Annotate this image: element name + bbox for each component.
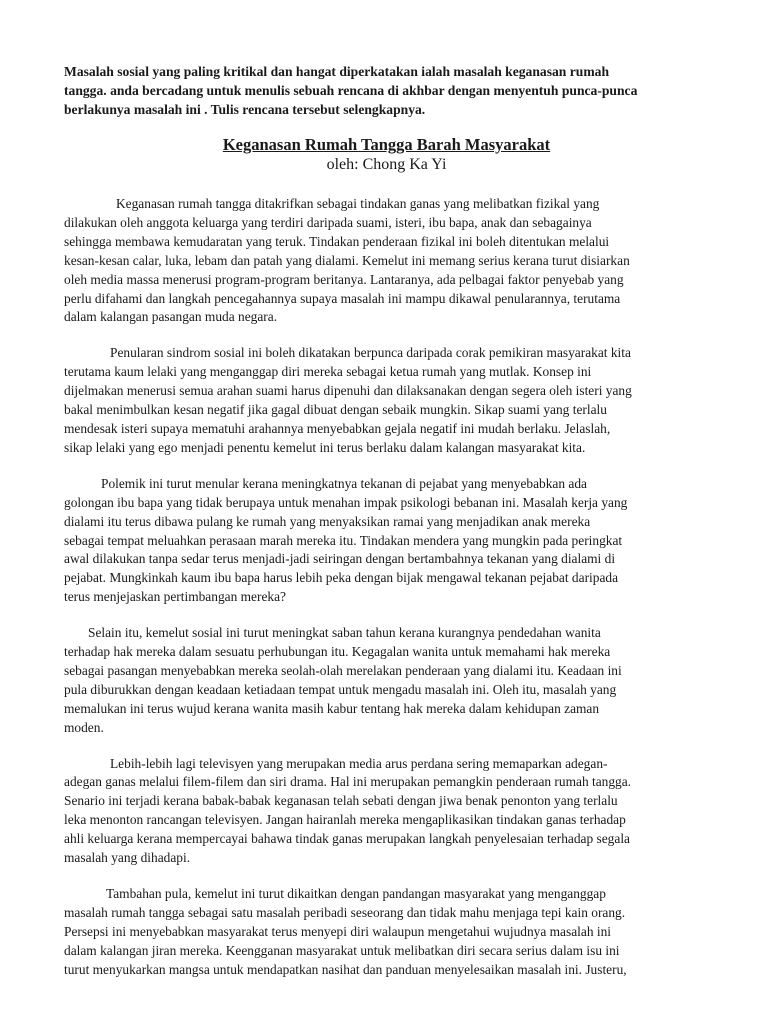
article-byline: oleh: Chong Ka Yi [326,156,447,173]
paragraph-line: sebagai pasangan menyebabkan mereka seolah-olah merelakan penderaan yang dialami itu. Keadaan ini [64,662,622,678]
article-paragraph-6 [64,885,709,980]
paragraph-line: ahli keluarga kerana mempercayai bahawa tindak ganas merupakan langkah penyelesaian terhadap segala [64,831,630,847]
paragraph-line: masalah yang dihadapi. [64,850,191,866]
paragraph-line: pejabat. Mungkinkah kaum ibu bapa harus lebih peka dengan bijak mengawal tekanan pejabat daripada [64,570,619,586]
document-page [64,62,709,997]
paragraph-line: terutama kaum lelaki yang menganggap diri mereka sebagai ketua rumah yang mutlak. Konsep ini [64,364,592,380]
paragraph-line: Senario ini terjadi kerana babak-babak keganasan telah sebati dengan jiwa benak penonton yang terlalu [64,793,618,809]
paragraph-line: perlu difahami dan langkah pencegahannya supaya masalah ini mampu dikawal penularannya, terutama [64,290,621,306]
article-title: Keganasan Rumah Tangga Barah Masyarakat [222,135,551,154]
paragraph-line: dijelmakan menerusi semua arahan suami harus dipenuhi dan dilaksanakan dengan segera oleh isteri yang [64,383,632,399]
paragraph-line: sikap lelaki yang ego menjadi penentu kemelut ini terus berlaku dalam kalangan masyarakat kita. [64,439,586,455]
paragraph-line: terus menjejaskan pertimbangan mereka? [64,589,286,605]
paragraph-line: dalam kalangan pasangan muda negara. [64,309,278,325]
paragraph-line: moden. [64,719,104,735]
paragraph-line: turut menyukarkan mangsa untuk mendapatkan nasihat dan panduan menyelesaikan masalah ini. Justeru, [64,961,627,977]
paragraph-line: dalam kalangan jiran mereka. Keengganan masyarakat untuk melibatkan diri secara serius dalam isu ini [64,942,620,958]
article-paragraph-5 [64,755,709,868]
article-paragraph-4 [64,624,709,737]
essay-question [64,62,709,119]
paragraph-line: mendesak isteri supaya mematuhi arahannya menyebabkan gejala negatif ini mudah berlaku. Jelaslah, [64,420,611,436]
paragraph-line: Lebih-lebih lagi televisyen yang merupakan media arus perdana sering memaparkan adegan- [110,755,608,771]
paragraph-line: memalukan ini terus wujud kerana wanita masih kabur tentang hak mereka dalam kehidupan zaman [64,700,600,716]
paragraph-line: awal dilakukan tanpa sedar terus menjadi-jadi seiringan dengan bertambahnya tekanan yang dialami di [64,551,616,567]
article-paragraph-2 [64,344,709,457]
paragraph-line: leka menonton rancangan televisyen. Jangan hairanlah mereka mengaplikasikan tindakan ganas terhadap [64,812,626,828]
paragraph-line: sehingga membawa kemudaratan yang teruk. Tindakan penderaan fizikal ini boleh ditentukan melalui [64,233,610,249]
paragraph-line: dialami itu terus dibawa pulang ke rumah yang menyaksikan ramai yang menjadikan anak mereka [64,513,591,529]
paragraph-line: Polemik ini turut menular kerana meningkatnya tekanan di pejabat yang menyebabkan ada [101,475,587,491]
paragraph-line: masalah rumah tangga sebagai satu masalah peribadi seseorang dan tidak mahu menjaga tepi kain orang. [64,904,626,920]
paragraph-line: bakal menimbulkan kesan negatif jika gagal dibuat dengan sebaik mungkin. Sikap suami yang terlalu [64,402,607,418]
paragraph-line: sebagai tempat meluahkan perasaan marah mereka itu. Tindakan mendera yang mungkin pada peringkat [64,532,623,548]
paragraph-line: kesan-kesan calar, luka, lebam dan patah yang dialami. Kemelut ini memang serius kerana turut disiarkan [64,252,630,268]
paragraph-line: dilakukan oleh anggota keluarga yang terdiri daripada suami, isteri, ibu bapa, anak dan sebagainya [64,214,592,230]
paragraph-line: golongan ibu bapa yang tidak berupaya untuk menahan impak psikologi bebanan ini. Masalah kerja yang [64,494,628,510]
paragraph-line: Tambahan pula, kemelut ini turut dikaitkan dengan pandangan masyarakat yang menganggap [106,886,606,901]
paragraph-line: oleh media massa menerusi program-program beritanya. Lantaranya, ada pelbagai faktor penyebab yang [64,271,624,287]
paragraph-line: Keganasan rumah tangga ditakrifkan sebagai tindakan ganas yang melibatkan fizikal yang [116,196,600,211]
paragraph-line: pula diburukkan dengan keadaan ketiadaan tempat untuk mengadu masalah ini. Oleh itu, masalah yang [64,681,617,697]
paragraph-line: Selain itu, kemelut sosial ini turut meningkat saban tahun kerana kurangnya pendedahan wanita [88,625,601,641]
article-paragraph-1 [64,195,709,327]
paragraph-line: Persepsi ini menyebabkan masyarakat terus menyepi diri walaupun mengetahui wujudnya masalah ini [64,923,612,939]
paragraph-line: Penularan sindrom sosial ini boleh dikatakan berpunca daripada corak pemikiran masyarakat kita [110,345,631,361]
paragraph-line: terhadap hak mereka dalam sesuatu perhubungan itu. Kegagalan wanita untuk memahami hak mereka [64,644,611,660]
paragraph-line: adegan ganas melalui filem-filem dan siri drama. Hal ini merupakan pemangkin penderaan rumah tangga. [64,774,632,790]
question-line-1: Masalah sosial yang paling kritikal dan hangat diperkatakan ialah masalah keganasan rumah [64,64,610,79]
question-line-2: tangga. anda bercadang untuk menulis sebuah rencana di akhbar dengan menyentuh punca-punca [64,83,638,98]
question-line-3: berlakunya masalah ini . Tulis rencana tersebut selengkapnya. [64,102,426,117]
article-paragraph-3 [64,475,709,607]
